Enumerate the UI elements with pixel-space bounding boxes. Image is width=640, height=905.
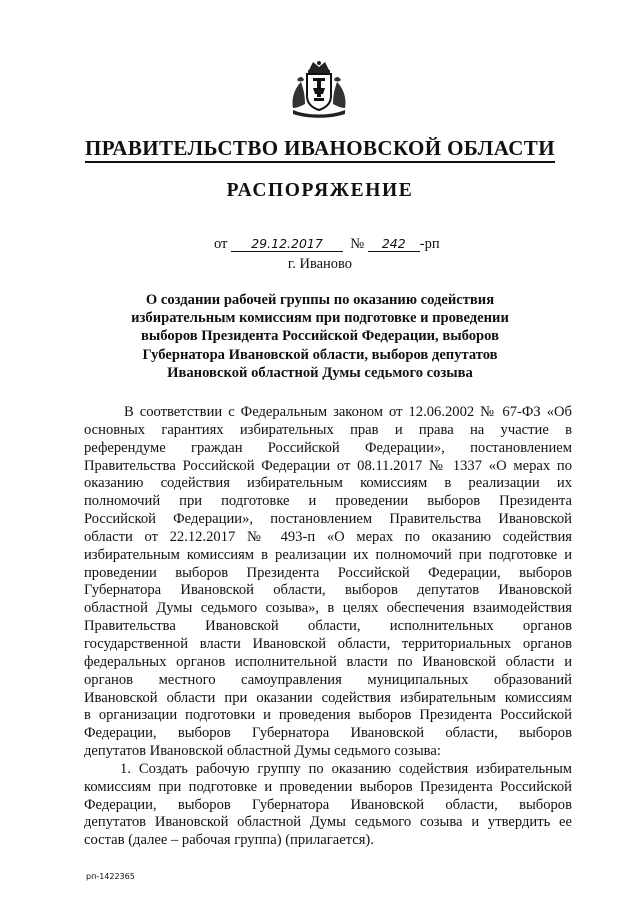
body-line: состав (далее – рабочая группа) (прилагается). bbox=[84, 832, 374, 849]
body-line: области от 22.12.2017 № 493-п «О мерах по оказанию содействия bbox=[84, 528, 572, 545]
body-line: государственной власти Ивановской области, территориальных органов bbox=[84, 635, 572, 652]
preamble-paragraph bbox=[84, 404, 572, 761]
item-1-paragraph bbox=[84, 761, 572, 850]
body-line: Федерации, выборов Губернатора Ивановской области, выборов bbox=[84, 796, 572, 813]
government-title: ПРАВИТЕЛЬСТВО ИВАНОВСКОЙ ОБЛАСТИ bbox=[0, 136, 640, 161]
body-line: федеральных органов исполнительной власти по Ивановской области и bbox=[84, 653, 572, 670]
number-prefix: № bbox=[350, 236, 365, 252]
body-line: комиссиям при подготовке и проведении выборов Президента Российской bbox=[84, 778, 572, 795]
body-line: Правительства Ивановской области, исполнительных органов bbox=[84, 618, 572, 635]
body-line: депутатов Ивановской областной Думы седьмого созыва: bbox=[84, 743, 441, 760]
heading-line: выборов Президента Российской Федерации, выборов bbox=[141, 328, 499, 345]
document-type: РАСПОРЯЖЕНИЕ bbox=[226, 180, 414, 201]
body-line: 1. Создать рабочую группу по оказанию содействия избирательным bbox=[120, 760, 572, 777]
body-line: областной Думы седьмого созыва», в целях обеспечения взаимодействия bbox=[84, 600, 572, 617]
body-line: в организации подготовки и проведения выборов Президента Российской bbox=[84, 707, 572, 724]
body-line: В соответствии с Федеральным законом от 12.06.2002 № 67-ФЗ «Об bbox=[124, 404, 572, 420]
document-body bbox=[84, 404, 572, 850]
coat-of-arms-emblem bbox=[287, 58, 351, 120]
body-line: Федерации, выборов Губернатора Ивановской области, выборов bbox=[84, 725, 572, 742]
heading-line: Губернатора Ивановской области, выборов депутатов bbox=[142, 346, 498, 363]
date-prefix: от bbox=[214, 236, 228, 252]
date-number-line bbox=[214, 236, 440, 253]
body-line: Губернатора Ивановской области, выборов депутатов Ивановской bbox=[84, 582, 572, 599]
document-heading bbox=[120, 291, 520, 382]
body-line: избирательным комиссиям в реализации их полномочий при подготовке и bbox=[84, 546, 572, 563]
document-number: 242 bbox=[368, 236, 420, 252]
body-line: депутатов Ивановской областной Думы седьмого созыва и утвердить ее bbox=[84, 814, 572, 831]
document-code: рп-1422365 bbox=[86, 872, 135, 881]
body-line: оказанию содействия избирательным комиссиям в реализации их bbox=[84, 475, 572, 492]
body-line: референдуме граждан Российской Федерации», постановлением bbox=[84, 439, 572, 456]
body-line: Ивановской области при оказании содействия избирательным комиссиям bbox=[84, 689, 572, 706]
city: г. Иваново bbox=[287, 256, 353, 272]
heading-line: О создании рабочей группы по оказанию содействия bbox=[145, 292, 495, 308]
document-date: 29.12.2017 bbox=[231, 236, 343, 252]
heading-line: избирательным комиссиям при подготовке и проведении bbox=[131, 310, 509, 327]
body-line: полномочий при подготовке и проведении выборов Президента bbox=[84, 493, 572, 510]
body-line: проведении выборов Президента Российской Федерации, выборов bbox=[84, 564, 572, 581]
heading-line: Ивановской областной Думы седьмого созыва bbox=[167, 364, 473, 381]
body-line: Российской Федерации», постановлением Правительства Ивановской bbox=[84, 511, 572, 528]
body-line: основных гарантиях избирательных прав и права на участие в bbox=[84, 421, 572, 438]
body-line: Правительства Российской Федерации от 08.11.2017 № 1337 «О мерах по bbox=[84, 457, 572, 474]
body-line: органов местного самоуправления муниципальных образований bbox=[84, 671, 572, 688]
number-suffix: -рп bbox=[419, 236, 440, 252]
